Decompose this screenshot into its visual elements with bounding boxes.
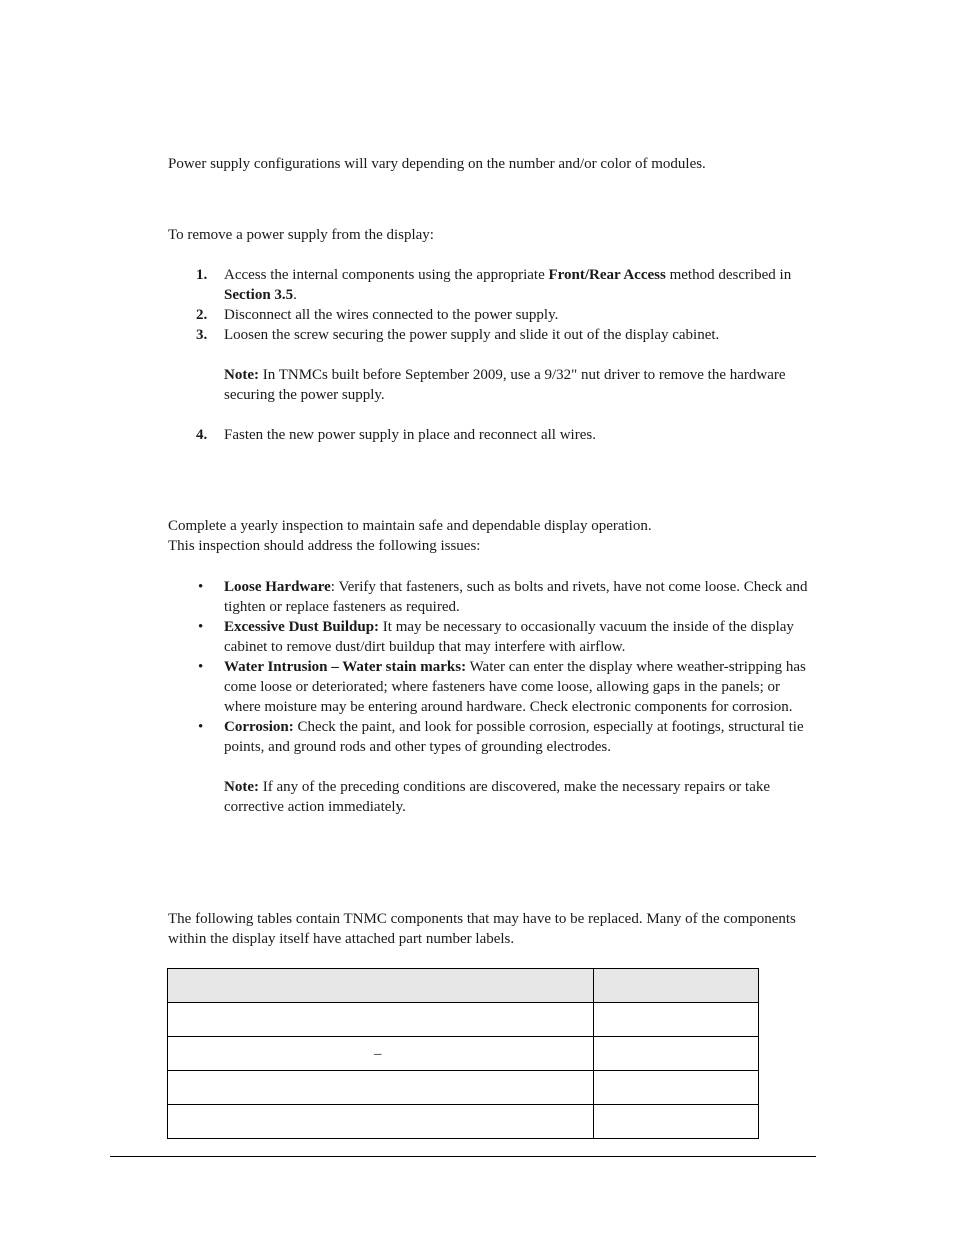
step-item: 3. Loosen the screw securing the power supply and slide it out of the display cabinet. — [196, 327, 720, 343]
list-item: • Excessive Dust Buildup: It may be necessary to occasionally vacuum the inside of the display cabinet to remove dust/dirt buildup that may interfere with airflow. — [198, 619, 794, 655]
step-item: 2. Disconnect all the wires connected to the power supply. — [196, 307, 559, 323]
section-ref: Section 3.5 — [224, 287, 294, 303]
front-rear-access-ref: Front/Rear Access — [548, 267, 666, 283]
table-cell — [594, 1105, 759, 1139]
table-cell — [168, 1105, 594, 1139]
parts-table — [167, 968, 759, 1139]
table-row — [168, 1037, 759, 1071]
bullet-icon: • — [198, 659, 204, 675]
note-nut-driver: Note: In TNMCs built before September 2009, use a 9/32" nut driver to remove the hardware securing the power supply. — [224, 367, 786, 403]
inspection-issues — [168, 577, 818, 817]
table-header-cell — [594, 969, 759, 1003]
table-cell: – — [168, 1037, 594, 1071]
bullet-icon: • — [198, 619, 204, 635]
removal-steps — [168, 265, 818, 445]
power-supply-intro: Power supply configurations will vary depending on the number and/or color of modules. — [168, 156, 706, 172]
parts-intro: The following tables contain TNMC components that may have to be replaced. Many of the components within the display itself have attached part number labels. — [168, 911, 796, 947]
step-number: 1. — [196, 267, 208, 283]
list-item: • Water Intrusion – Water stain marks: Water can enter the display where weather-stripping has come loose or deteriorated; where fasteners have come loose, allowing gaps in the panels; or where moisture may be entering around hardware. Check electronic components for corrosion. — [198, 659, 806, 715]
table-header-row — [168, 969, 759, 1003]
step-number: 4. — [196, 427, 208, 443]
table-cell — [594, 1071, 759, 1105]
table-row — [168, 1105, 759, 1139]
step-number: 3. — [196, 327, 208, 343]
step-item: 1. Access the internal components using the appropriate Front/Rear Access method described in Section 3.5. — [196, 267, 792, 303]
inspection-intro: Complete a yearly inspection to maintain safe and dependable display operation. This inspection should address the following issues: — [168, 518, 652, 554]
table-header-cell — [168, 969, 594, 1003]
note-repairs: Note: If any of the preceding conditions are discovered, make the necessary repairs or take corrective action immediately. — [224, 779, 771, 815]
step-number: 2. — [196, 307, 208, 323]
table-cell — [594, 1003, 759, 1037]
table-cell — [594, 1037, 759, 1071]
footer-rule — [110, 1156, 816, 1157]
table-cell — [168, 1071, 594, 1105]
table-row — [168, 1003, 759, 1037]
remove-power-supply-intro: To remove a power supply from the display: — [168, 227, 434, 243]
step-item: 4. Fasten the new power supply in place and reconnect all wires. — [196, 427, 596, 443]
list-item: • Loose Hardware: Verify that fasteners, such as bolts and rivets, have not come loose. Check and tighten or replace fasteners as required. — [198, 579, 808, 615]
table-cell — [168, 1003, 594, 1037]
bullet-icon: • — [198, 719, 204, 735]
bullet-icon: • — [198, 579, 204, 595]
table-row — [168, 1071, 759, 1105]
list-item: • Corrosion: Check the paint, and look for possible corrosion, especially at footings, structural tie points, and ground rods and other types of grounding electrodes. — [198, 719, 804, 755]
